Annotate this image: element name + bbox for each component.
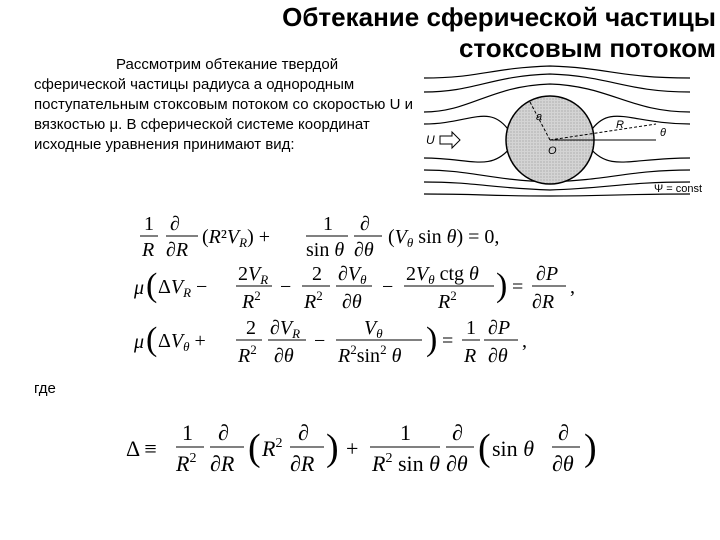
svg-text:∂θ: ∂θ (342, 291, 362, 313)
svg-text:=: = (442, 330, 454, 352)
svg-text:(: ( (248, 427, 261, 469)
svg-text:1: 1 (323, 213, 333, 235)
svg-text:,: , (570, 276, 575, 298)
label-theta: θ (660, 127, 666, 139)
svg-text:1: 1 (182, 420, 193, 445)
svg-text:(: ( (146, 267, 158, 304)
svg-text:1: 1 (400, 420, 411, 445)
svg-text:∂: ∂ (360, 213, 370, 235)
svg-text:Δ ≡: Δ ≡ (126, 436, 157, 461)
svg-text:R2: $R^2$ (304, 288, 323, 313)
svg-text:∂R: ∂R (532, 291, 555, 313)
svg-text:ΔVR −: $\Delta V_R$ − (158, 276, 208, 300)
intro-text: Рассмотрим обтекание твердой сферической частицы радиуса a однородным поступательным стоксовым потоком со скоростью U и вязкостью μ. В сферической системе координат исходные уравнения принимают вид: (34, 56, 413, 153)
svg-text:2: 2 (246, 317, 256, 339)
svg-text:∂: ∂ (218, 420, 229, 445)
svg-text:∂: ∂ (298, 420, 309, 445)
svg-text:∂θ: ∂θ (446, 451, 468, 476)
title-line-1: Обтекание сферической частицы (282, 2, 716, 32)
where-label: где (34, 380, 56, 397)
svg-text:∂: ∂ (170, 213, 180, 235)
label-O: O (548, 145, 557, 157)
svg-text:∂: ∂ (452, 420, 463, 445)
svg-text:R2: $R^2$ (176, 451, 197, 476)
label-R: R (616, 119, 624, 131)
stokes-flow-diagram (420, 62, 716, 197)
svg-text:∂: ∂ (558, 420, 569, 445)
equation-laplacian (124, 420, 604, 484)
svg-text:2Vθ ctg θ: $2V_\theta$ ctg θ (406, 263, 479, 287)
svg-text:(: ( (478, 427, 491, 469)
svg-text:∂θ: ∂θ (274, 345, 294, 367)
svg-text:1: 1 (144, 213, 154, 235)
svg-text:=: = (512, 276, 524, 298)
svg-text:∂R: ∂R (290, 451, 315, 476)
svg-text:∂R: ∂R (210, 451, 235, 476)
svg-text:−: − (314, 330, 326, 352)
svg-text:,: , (522, 330, 527, 352)
svg-text:): ) (496, 267, 508, 304)
equation-tangential-momentum (132, 316, 552, 372)
svg-text:μ: μ (134, 331, 145, 353)
intro-paragraph (34, 55, 414, 155)
svg-text:∂P: ∂P (536, 263, 559, 285)
svg-text:Vθ: $V_\theta$ (364, 317, 383, 341)
svg-text:sin θ: sin θ (306, 239, 345, 261)
svg-text:): ) (326, 427, 339, 469)
equation-continuity (140, 212, 520, 264)
label-a: a (536, 111, 543, 123)
svg-text:−: − (280, 276, 292, 298)
svg-text:∂Vθ: $\partial V_\theta$ (338, 263, 367, 287)
svg-text:1: 1 (466, 317, 476, 339)
label-U: U (426, 133, 435, 147)
svg-text:∂θ: ∂θ (354, 239, 374, 261)
svg-text:+: + (346, 436, 359, 461)
svg-text:(Vθ sin θ) = 0,: ($V_\theta$ sin θ) = 0, (388, 226, 500, 250)
flow-arrow (440, 132, 460, 148)
svg-text:(R²VR) +: $(R^2V_R)$ + (202, 226, 271, 250)
svg-text:R: R (464, 345, 477, 367)
svg-text:−: − (382, 276, 394, 298)
svg-text:∂VR: $\partial V_R$ (270, 317, 301, 341)
svg-text:2: 2 (312, 263, 322, 285)
svg-text:): ) (584, 427, 597, 469)
svg-text:sin θ: sin θ (492, 436, 534, 461)
svg-text:(: ( (146, 321, 158, 358)
svg-text:R: R (142, 239, 155, 261)
svg-text:∂θ: ∂θ (488, 345, 508, 367)
label-psi: Ψ = const (654, 183, 703, 195)
svg-text:R2: $R^2$ (242, 288, 261, 313)
svg-text:R2: $R^2$ (262, 436, 283, 461)
title-line-2: стоксовым потоком (458, 33, 716, 63)
svg-text:μ: μ (134, 277, 145, 299)
svg-text:∂P: ∂P (488, 317, 511, 339)
svg-text:∂R: ∂R (166, 239, 189, 261)
svg-text:R2: $R^2$ (438, 288, 457, 313)
svg-text:ΔVθ +: $\Delta V_\theta$ + (158, 330, 206, 354)
svg-text:2VR: $2V_R$ (238, 263, 269, 287)
svg-text:∂θ: ∂θ (552, 451, 574, 476)
equation-radial-momentum (132, 262, 592, 314)
svg-text:R2 sin θ: $R^2$ sin θ (372, 451, 440, 476)
svg-text:R2sin2 θ: $R^2\sin^2$ θ (338, 342, 402, 367)
svg-text:): ) (426, 321, 438, 358)
svg-text:R2: $R^2$ (238, 342, 257, 367)
